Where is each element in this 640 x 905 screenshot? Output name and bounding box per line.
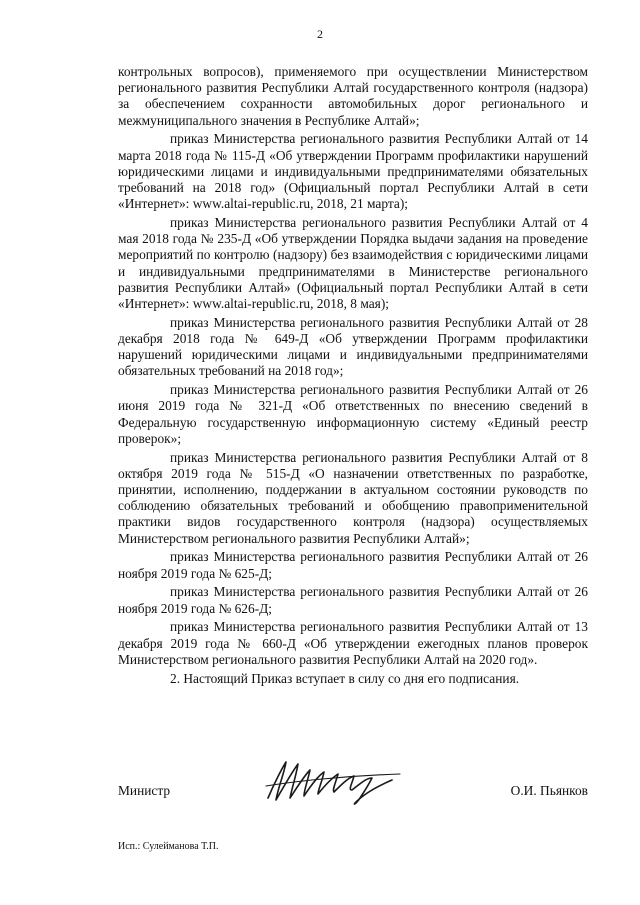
- handwritten-signature: [260, 756, 410, 806]
- paragraph-6: приказ Министерства регионального развития Республики Алтай от 8 октября 2019 года № 515-Д «О назначении ответственных по разработке, принятии, исполнению, поддержании в актуальном состоянии руководств по соблюдению обязательных требований и обобщению правоприменительной практики видов государственного контроля (надзора) осуществляемых Министерством регионального развития Республики Алтай»;: [118, 449, 588, 546]
- signatory-name: О.И. Пьянков: [510, 783, 588, 798]
- paragraph-2: приказ Министерства регионального развития Республики Алтай от 14 марта 2018 года № 115-Д «Об утверждении Программ профилактики нарушений юридическими лицами и индивидуальными предпринимателями обязательных требований на 2018 год» (Официальный портал Республики Алтай в сети «Интернет»: www.altai-republic.ru, 2018, 21 марта);: [118, 131, 588, 212]
- executor-note: Исп.: Сулейманова Т.П.: [118, 841, 219, 852]
- paragraph-5: приказ Министерства регионального развития Республики Алтай от 26 июня 2019 года № 321-Д «Об ответственных по внесению сведений в Федеральную государственную информационную систему «Единый реестр проверок»;: [118, 382, 588, 446]
- paragraph-4: приказ Министерства регионального развития Республики Алтай от 28 декабря 2018 года № 649-Д «Об утверждении Программ профилактики нарушений юридическими лицами и индивидуальными предпринимателями обязательных требований на 2018 год»;: [118, 314, 588, 379]
- page-number: 2: [317, 27, 323, 41]
- paragraph-10: 2. Настоящий Приказ вступает в силу со дня его подписания.: [170, 670, 520, 686]
- paragraph-9: приказ Министерства регионального развития Республики Алтай от 13 декабря 2019 года № 660-Д «Об утверждении ежегодных планов проверок Министерством регионального развития Республики Алтай на 2020 год».: [118, 619, 588, 667]
- signature-block: [118, 756, 588, 816]
- signatory-title: Министр: [118, 783, 171, 798]
- paragraph-3: приказ Министерства регионального развития Республики Алтай от 4 мая 2018 года № 235-Д «Об утверждении Порядка выдачи задания на проведение мероприятий по контролю (надзору) без взаимодействия с юридическими лицами и индивидуальными предпринимателями в Министерстве регионального развития Республики Алтай» (Официальный портал Республики Алтай в сети «Интернет»: www.altai-republic.ru, 2018, 8 мая);: [118, 215, 588, 312]
- document-body: [118, 64, 588, 689]
- paragraph-8: приказ Министерства регионального развития Республики Алтай от 26 ноября 2019 года № 626-Д;: [118, 584, 588, 616]
- paragraph-1: контрольных вопросов), применяемого при осуществлении Министерством регионального развития Республики Алтай государственного контроля (надзора) за обеспечением сохранности автомобильных дорог регионального и межмуниципального значения в Республике Алтай»;: [118, 64, 588, 128]
- paragraph-7: приказ Министерства регионального развития Республики Алтай от 26 ноября 2019 года № 625-Д;: [118, 549, 588, 581]
